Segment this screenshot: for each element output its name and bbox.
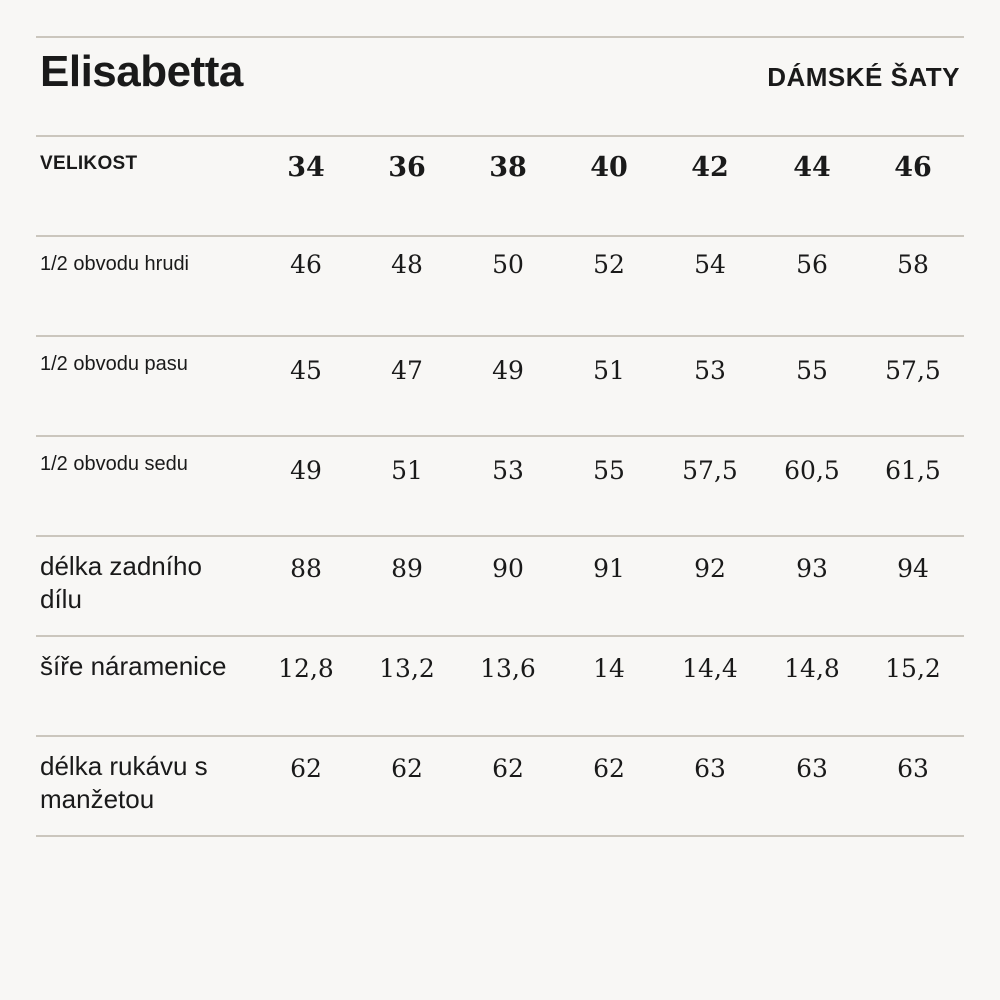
table-cell: 13,6 <box>480 654 536 683</box>
size-header-label: VELIKOST <box>40 153 138 174</box>
row-label: 1/2 obvodu sedu <box>40 453 188 475</box>
row-label: 1/2 obvodu hrudi <box>40 253 190 275</box>
table-cell: 58 <box>897 250 929 279</box>
row-label: délka rukávu s manžetou <box>40 751 208 814</box>
table-cell: 62 <box>593 754 625 783</box>
row-label: šíře náramenice <box>40 651 227 681</box>
table-cell: 63 <box>897 754 929 783</box>
product-title: Elisabetta <box>40 47 243 96</box>
table-cell: 88 <box>290 554 322 583</box>
table-cell: 47 <box>391 356 423 385</box>
table-row <box>36 536 964 636</box>
table-cell: 57,5 <box>885 356 941 385</box>
table-row <box>36 436 964 536</box>
table-cell: 45 <box>290 356 322 385</box>
table-cell: 92 <box>694 554 726 583</box>
size-44: 44 <box>793 152 831 183</box>
table-cell: 61,5 <box>885 456 941 485</box>
table-cell: 94 <box>897 554 929 583</box>
table-cell: 54 <box>694 250 726 279</box>
table-cell: 48 <box>391 250 423 279</box>
table-cell: 57,5 <box>682 456 738 485</box>
table-cell: 51 <box>593 356 625 385</box>
table-cell: 46 <box>290 250 322 279</box>
table-cell: 14,8 <box>784 654 840 683</box>
table-cell: 62 <box>290 754 322 783</box>
size-header-row <box>36 136 964 236</box>
size-40: 40 <box>590 152 628 183</box>
table-cell: 49 <box>492 356 524 385</box>
table-cell: 52 <box>593 250 625 279</box>
table-cell: 91 <box>593 554 625 583</box>
table-cell: 12,8 <box>278 654 334 683</box>
size-38: 38 <box>489 152 527 183</box>
table-cell: 89 <box>391 554 423 583</box>
top-divider <box>36 36 964 38</box>
product-category: DÁMSKÉ ŠATY <box>767 62 960 92</box>
table-row <box>36 336 964 436</box>
table-cell: 53 <box>694 356 726 385</box>
size-42: 42 <box>691 152 729 183</box>
table-cell: 55 <box>796 356 828 385</box>
row-label: 1/2 obvodu pasu <box>40 353 188 375</box>
table-cell: 60,5 <box>784 456 840 485</box>
bottom-divider <box>36 835 964 837</box>
table-cell: 90 <box>492 554 524 583</box>
size-36: 36 <box>388 152 426 183</box>
table-cell: 13,2 <box>379 654 435 683</box>
table-cell: 14,4 <box>682 654 738 683</box>
table-cell: 55 <box>593 456 625 485</box>
table-cell: 15,2 <box>885 654 941 683</box>
table-cell: 56 <box>796 250 828 279</box>
table-row <box>36 736 964 836</box>
table-row <box>36 236 964 336</box>
table-cell: 63 <box>796 754 828 783</box>
table-cell: 62 <box>492 754 524 783</box>
table-cell: 93 <box>796 554 828 583</box>
table-cell: 53 <box>492 456 524 485</box>
table-cell: 14 <box>593 654 625 683</box>
table-row <box>36 636 964 736</box>
size-46: 46 <box>894 152 932 183</box>
table-cell: 50 <box>492 250 524 279</box>
size-34: 34 <box>287 152 325 183</box>
table-cell: 62 <box>391 754 423 783</box>
table-cell: 49 <box>290 456 322 485</box>
row-label: délka zadního dílu <box>40 551 202 614</box>
table-cell: 63 <box>694 754 726 783</box>
table-cell: 51 <box>391 456 423 485</box>
